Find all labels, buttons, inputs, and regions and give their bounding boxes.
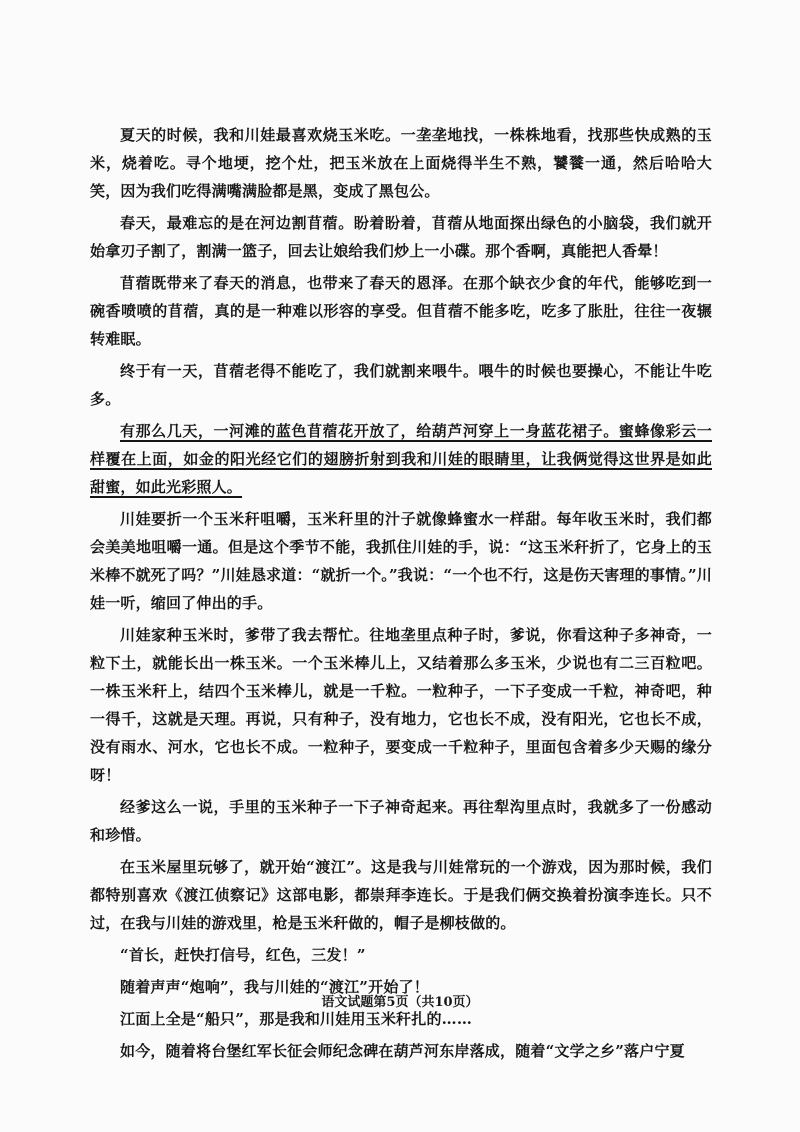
paragraph: 经爹这么一说，手里的玉米种子一下子神奇起来。再往犁沟里点时，我就多了一份感动和珍惜。	[90, 798, 712, 844]
paragraph: 江面上全是“船只”，那是我和川娃用玉米秆扎的……	[120, 1010, 473, 1028]
paragraph: 夏天的时候，我和川娃最喜欢烧玉米吃。一垄垄地找，一株株地看，找那些快成熟的玉米，烧着吃。寻个地埂，挖个灶，把玉米放在上面烧得半生不熟，饕餮一通，然后哈哈大笑，因为我们吃得满嘴满脸都是黑，变成了黑包公。	[90, 126, 712, 200]
paragraph: 川娃要折一个玉米秆咀嚼，玉米秆里的汁子就像蜂蜜水一样甜。每年收玉米时，我们都会美美地咀嚼一通。但是这个季节不能，我抓住川娃的手，说：“这玉米秆折了，它身上的玉米棒不就死了吗？”川娃恳求道：“就折一个。”我说：“一个也不行，这是伤天害理的事情。”川娃一听，缩回了伸出的手。	[90, 510, 712, 612]
paragraph: “首长，赶快打信号，红色，三发！”	[120, 946, 366, 964]
paragraph: 苜蓿既带来了春天的消息，也带来了春天的恩泽。在那个缺衣少食的年代，能够吃到一碗香喷喷的苜蓿，真的是一种难以形容的享受。但苜蓿不能多吃，吃多了胀肚，往往一夜辗转难眠。	[90, 274, 712, 348]
underlined-text: 有那么几天，一河滩的蓝色苜蓿花开放了，给葫芦河穿上一身蓝花裙子。蜜蜂像彩云一样覆在上面，如金的阳光经它们的翅膀折射到我和川娃的眼睛里，让我俩觉得这世界是如此甜蜜，如此光彩照人。	[90, 422, 712, 496]
paragraph: 川娃家种玉米时，爹带了我去帮忙。往地垄里点种子时，爹说，你看这种子多神奇，一粒下土，就能长出一株玉米。一个玉米棒儿上，又结着那么多玉米，少说也有二三百粒吧。一株玉米秆上，结四个玉米棒儿，就是一千粒。一粒种子，一下子变成一千粒，神奇吧，种一得千，这就是天理。再说，只有种子，没有地力，它也长不成，没有阳光，它也长不成，没有雨水、河水，它也长不成。一粒种子，要变成一千粒种子，里面包含着多少天赐的缘分呀！	[90, 626, 712, 784]
paragraph: 如今，随着将台堡红军长征会师纪念碑在葫芦河东岸落成，随着“文学之乡”落户宁夏	[120, 1042, 685, 1060]
paragraph: 春天，最难忘的是在河边割苜蓿。盼着盼着，苜蓿从地面探出绿色的小脑袋，我们就开始拿刃子割了，割满一篮子，回去让娘给我们炒上一小碟。那个香啊，真能把人香晕！	[90, 214, 712, 260]
paragraph: 在玉米屋里玩够了，就开始“渡江”。这是我与川娃常玩的一个游戏，因为那时候，我们都特别喜欢《渡江侦察记》这部电影，都崇拜李连长。于是我们俩交换着扮演李连长。只不过，在我与川娃的游戏里，枪是玉米秆做的，帽子是柳枝做的。	[90, 858, 712, 932]
underlined-paragraph	[90, 417, 712, 501]
paragraph: 终于有一天，苜蓿老得不能吃了，我们就割来喂牛。喂牛的时候也要操心，不能让牛吃多。	[90, 362, 712, 408]
paragraph: 随着声声“炮响”，我与川娃的“渡江”开始了！	[120, 978, 429, 996]
page-footer: 语文试题第5页（共10页）	[321, 995, 479, 1010]
passage-body	[90, 121, 712, 1069]
